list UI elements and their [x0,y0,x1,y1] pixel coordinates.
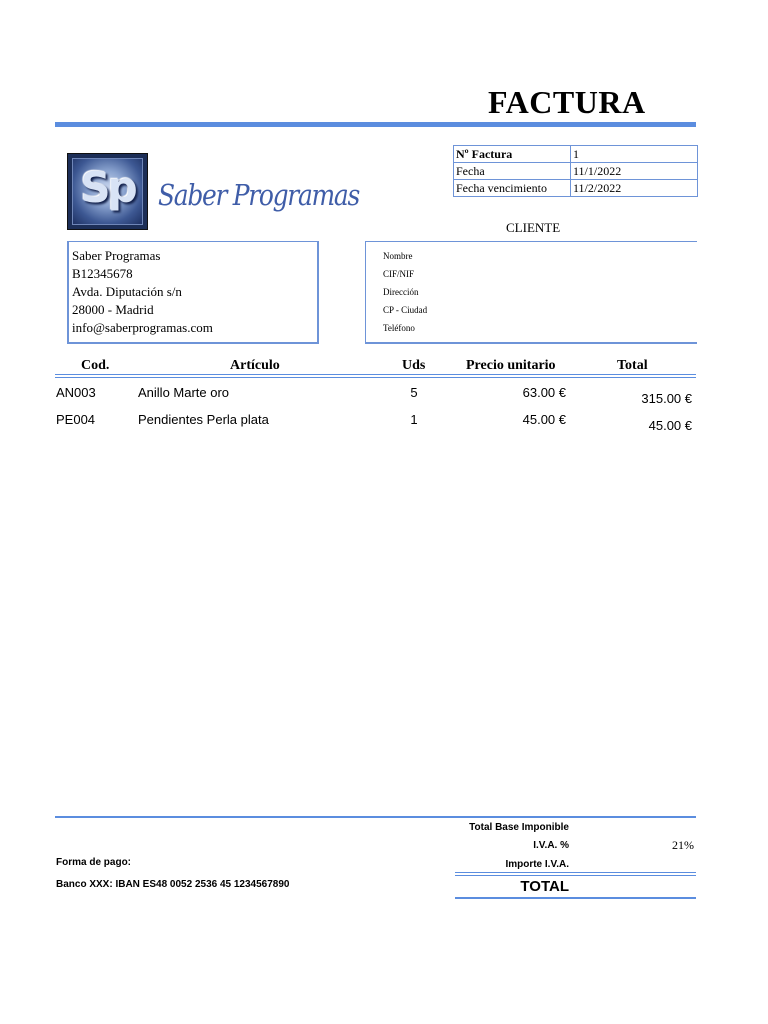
document-title: FACTURA [488,84,646,120]
invoice-date-row [454,163,698,180]
item-1-article: Anillo Marte oro [138,385,230,400]
company-city: 28000 - Madrid [72,302,154,317]
footer-rule [55,816,696,818]
total-rule-bottom [455,897,696,899]
item-1-total: 315.00 € [641,391,692,406]
iva-amount-label: Importe I.V.A. [505,859,569,870]
col-header-units: Uds [402,358,426,373]
item-1-units: 5 [410,385,418,400]
item-2-article: Pendientes Perla plata [138,412,269,427]
company-name: Saber Programas [72,248,161,263]
invoice-due-label: Fecha vencimiento [454,180,571,197]
header-rule-secondary [55,377,696,378]
client-info-box [365,241,697,344]
invoice-number-value[interactable]: 1 [571,146,698,163]
header-rule [55,374,696,375]
company-address: Avda. Diputación s/n [72,284,182,299]
company-tax-id: B12345678 [72,266,133,281]
brand-name: Saber Programas [158,178,359,212]
client-taxid-label: CIF/NIF [383,269,415,279]
company-email: info@saberprogramas.com [72,320,213,335]
iva-percent-label: I.V.A. % [533,840,569,851]
invoice-date-label: Fecha [454,163,571,180]
col-header-article: Artículo [230,358,280,373]
company-info-box [67,241,319,344]
col-header-total: Total [617,358,648,373]
client-name-label: Nombre [383,251,413,261]
item-1-cod: AN003 [56,385,96,400]
item-1-unit-price: 63.00 € [522,385,566,400]
logo-monogram: Sp [80,163,135,212]
base-imponible-label: Total Base Imponible [469,822,569,833]
item-2-total: 45.00 € [648,418,692,433]
total-label: TOTAL [520,878,569,895]
invoice-date-value[interactable]: 11/1/2022 [571,163,698,180]
iva-percent-value: 21% [672,838,694,852]
total-rule-top [455,872,696,873]
client-phone-label: Teléfono [383,323,415,333]
item-2-unit-price: 45.00 € [522,412,566,427]
total-rule-top-secondary [455,875,696,876]
title-divider [55,122,696,127]
item-2-cod: PE004 [56,412,96,427]
company-logo [67,153,148,230]
col-header-unit-price: Precio unitario [466,358,556,373]
invoice-info-table [453,145,698,197]
invoice-number-label: Nº Factura [454,146,571,163]
invoice-due-row [454,180,698,197]
client-address-label: Dirección [383,287,419,297]
item-2-units: 1 [410,412,418,427]
invoice-due-value[interactable]: 11/2/2022 [571,180,698,197]
payment-label: Forma de pago: [56,857,132,868]
client-heading: CLIENTE [506,220,561,235]
payment-details: Banco XXX: IBAN ES48 0052 2536 45 1234567890 [56,879,290,890]
client-city-label: CP - Ciudad [383,305,428,315]
invoice-number-row [454,146,698,163]
col-header-cod: Cod. [81,358,110,373]
